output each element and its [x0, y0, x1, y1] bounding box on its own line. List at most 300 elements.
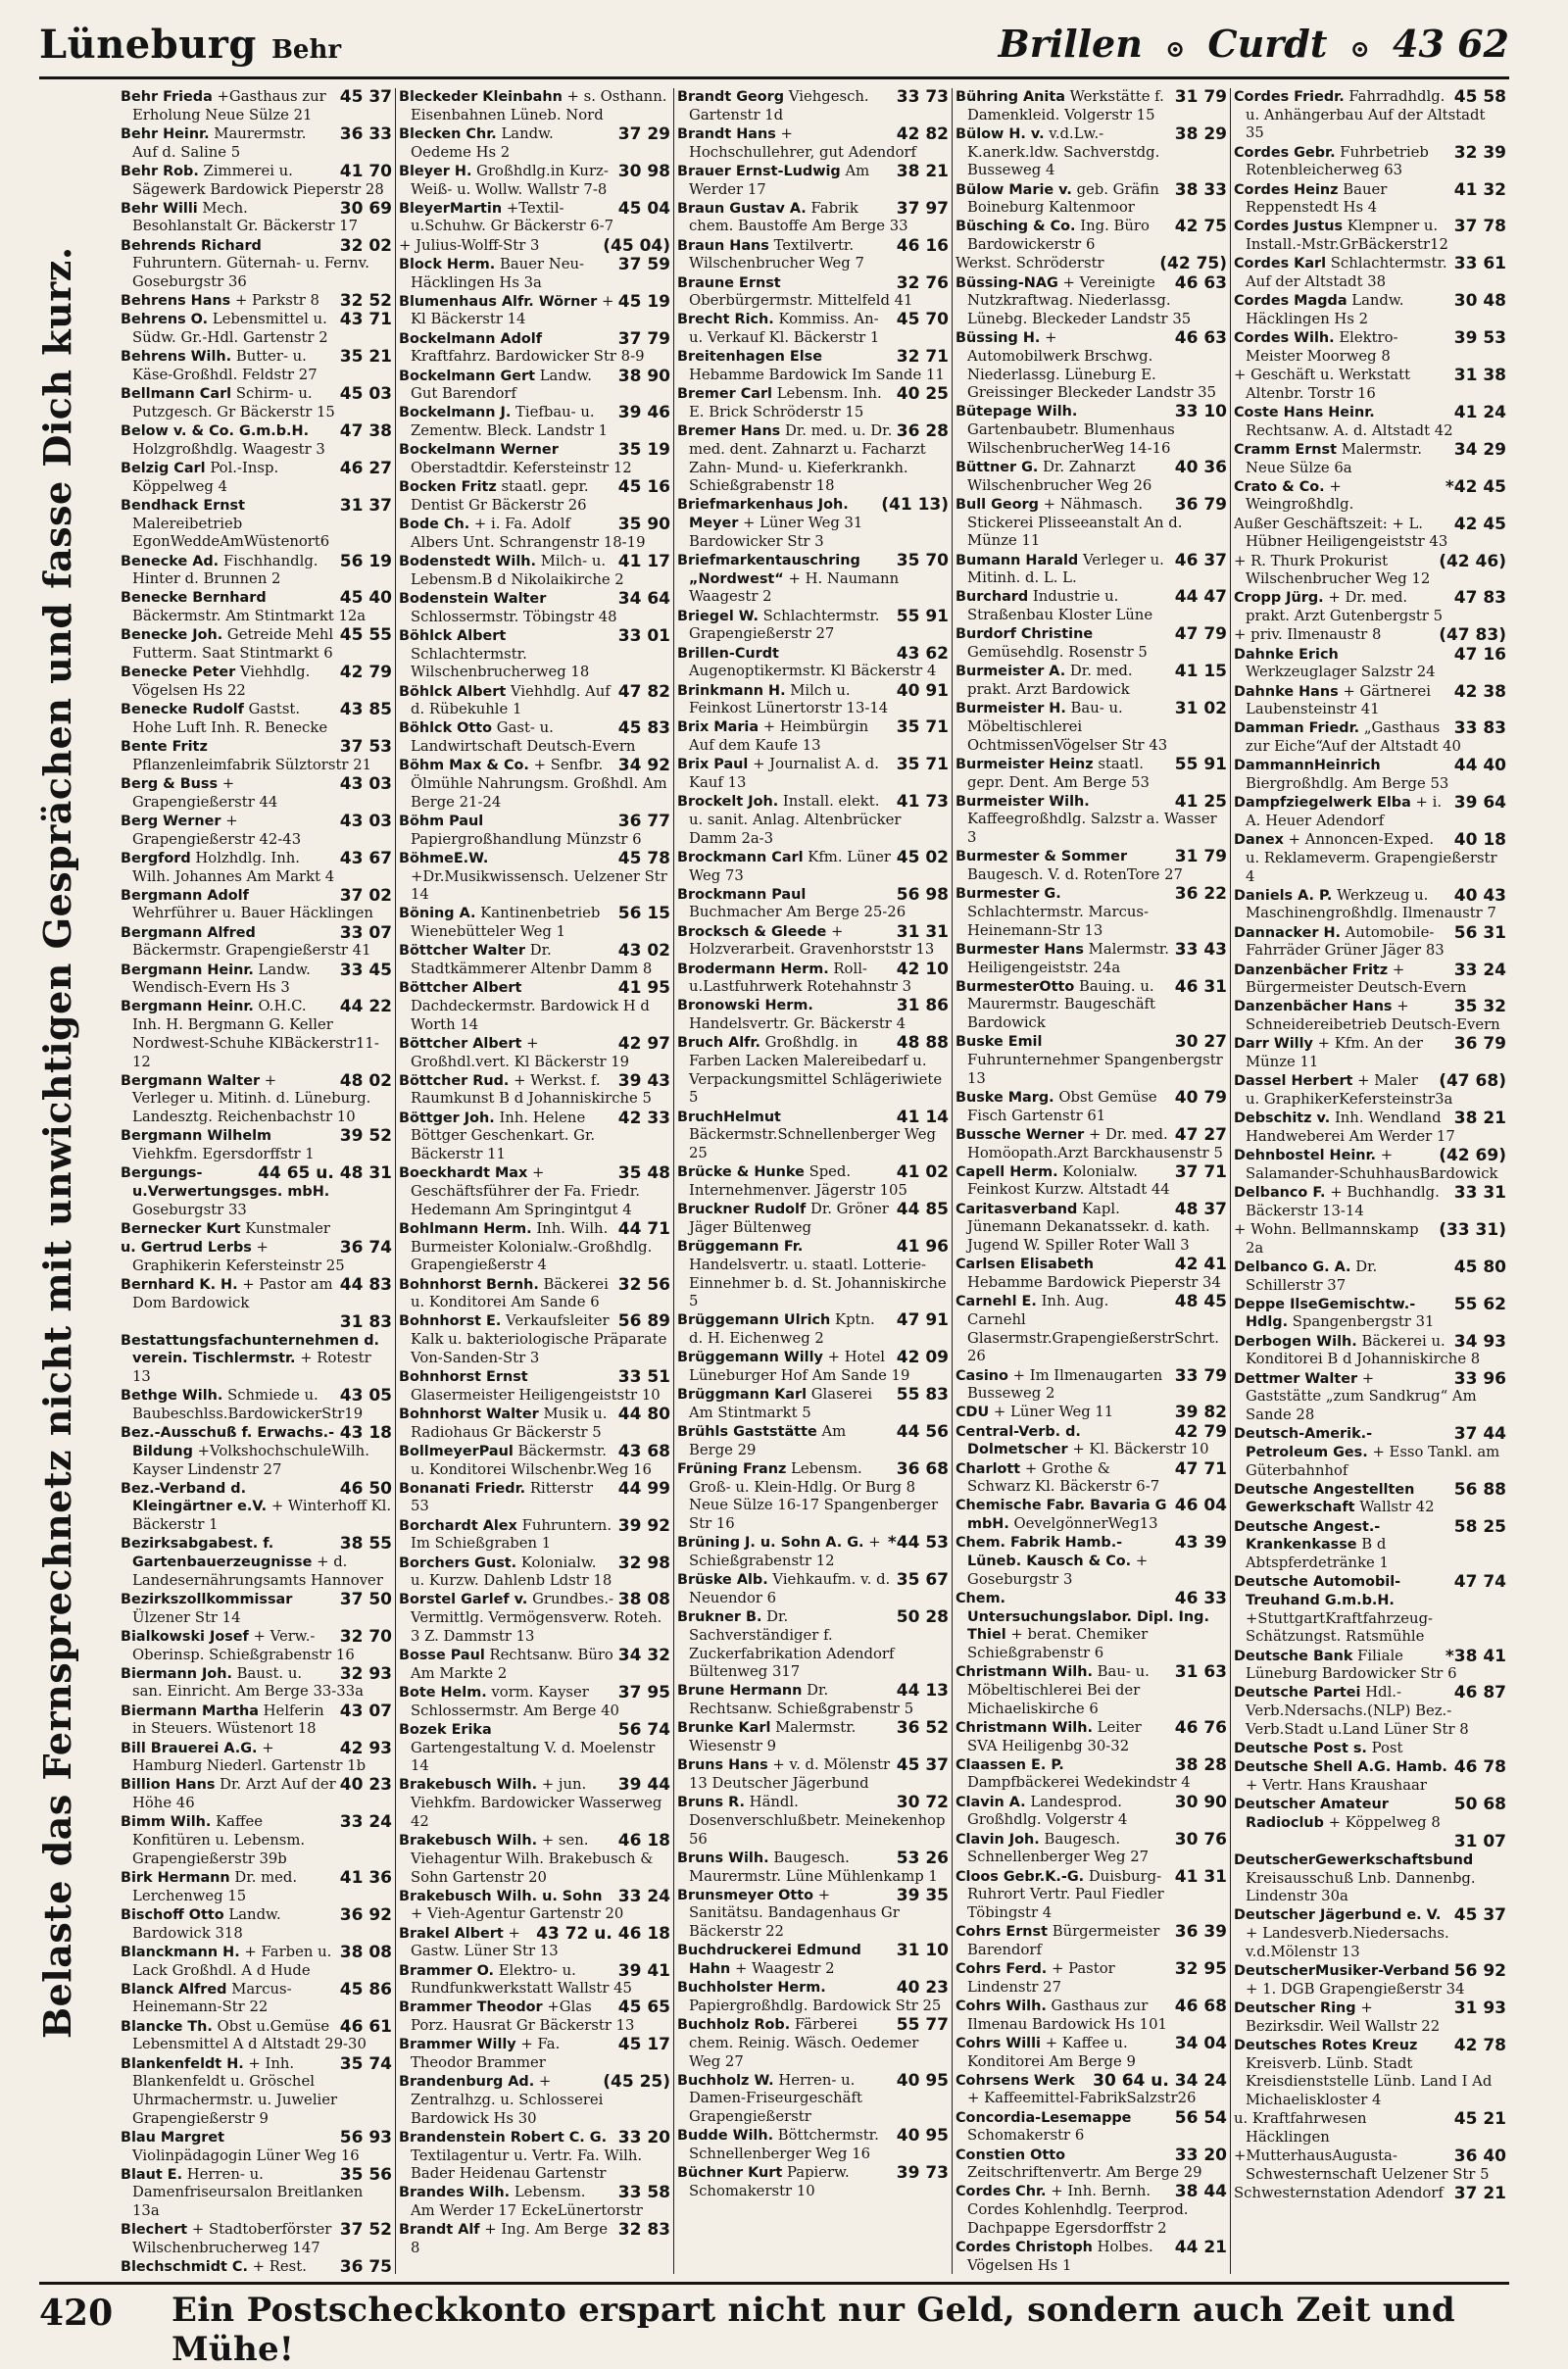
entry-name: Buske Marg.: [956, 1089, 1054, 1106]
entry-details: Schlossermstr. Töbingstr 48: [411, 608, 617, 625]
entry-phone: 30 90: [1174, 1793, 1227, 1812]
entry-details: Wallstr 42: [1359, 1499, 1435, 1516]
entry-name: Buchholz W.: [677, 2072, 774, 2089]
directory-entry: [1234, 646, 1506, 682]
entry-name: Cordes Wilh.: [1234, 330, 1335, 347]
directory-entry: [399, 979, 670, 1034]
directory-entry: [956, 1089, 1227, 1125]
entry-name: Büttner G.: [956, 460, 1039, 476]
directory-entry: [1234, 404, 1506, 440]
entry-details: Kreisverb. Lünb. Stadt Kreisdienststelle Lünb. Land I Ad Michaeliskloster 4: [1246, 2054, 1493, 2108]
entry-details: Maurermstr. Auf d. Saline 5: [132, 124, 307, 161]
entry-name: Bote Helm.: [399, 1684, 487, 1701]
directory-entry: [121, 460, 392, 496]
entry-name: Bruns Hans: [677, 1757, 768, 1774]
directory-entry: [1234, 1999, 1506, 2036]
entry-phone: 56 93: [339, 2128, 392, 2147]
entry-name: Bleckeder Kleinbahn: [399, 89, 563, 105]
directory-entry: [121, 2055, 392, 2129]
entry-name: Brunke Karl: [677, 1720, 771, 1737]
entry-name: Borchardt Alex: [399, 1517, 517, 1534]
entry-details: Baugesch. V. d. RotenTore 27: [967, 866, 1183, 884]
directory-entry: [956, 1404, 1227, 1422]
entry-name: Deutsch-Amerik.-Petroleum Ges.: [1234, 1426, 1373, 1460]
entry-details: Ülzener Str 14: [132, 1608, 241, 1626]
entry-name: Deutsche Angest.-Krankenkasse: [1234, 1518, 1381, 1554]
directory-entry: [956, 218, 1227, 254]
directory-entry: [1234, 255, 1506, 291]
directory-entry: [121, 1776, 392, 1812]
directory-entry: [1234, 1072, 1506, 1109]
entry-name: Crato & Co.: [1234, 478, 1325, 495]
entry-phone: 33 24: [1453, 961, 1506, 980]
directory-entry: [677, 552, 949, 607]
entry-name: Borchers Gust.: [399, 1555, 517, 1571]
entry-name: Danzenbächer Fritz: [1234, 962, 1389, 978]
entry-details: + Hochschullehrer, gut Adendorf: [689, 124, 917, 161]
directory-entry: [956, 403, 1227, 458]
directory-entry: [121, 1127, 392, 1163]
directory-entry: [956, 2183, 1227, 2238]
entry-details: + Annoncen-Exped. u. Reklameverm. Grapengießerstr 4: [1246, 831, 1497, 885]
entry-name: Clavin A.: [956, 1794, 1026, 1810]
ad-name: Curdt: [1207, 22, 1328, 66]
entry-phone: 38 90: [617, 367, 670, 386]
entry-name: Bruns Wilh.: [677, 1850, 769, 1866]
entry-phone: 31 37: [339, 496, 392, 516]
entry-name: Bez.-Ausschuß f. Erwachs.-Bildung: [121, 1425, 335, 1459]
entry-details: + R. Thurk Prokurist Wilschenbrucher Weg 12: [1234, 552, 1431, 588]
entry-details: Viehhdlg. Auf d. Rübekuhle 1: [411, 682, 611, 718]
entry-phone: 33 96: [1453, 1369, 1506, 1389]
directory-entry: [677, 608, 949, 644]
entry-name: Bremer Hans: [677, 423, 781, 440]
entry-name: Brammer Willy: [399, 2037, 516, 2053]
entry-phone: 42 93: [339, 1739, 392, 1758]
entry-phone: 45 17: [617, 2036, 670, 2055]
entry-name: Brandt Hans: [677, 125, 776, 142]
entry-name: Brandt Georg: [677, 89, 785, 105]
entry-name: Deutsche Shell A.G. Hamb.: [1234, 1759, 1447, 1776]
entry-phone: 32 93: [339, 1664, 392, 1684]
entry-phone: 45 86: [339, 1980, 392, 1999]
entry-details: Bauer Reppenstedt Hs 4: [1246, 180, 1388, 217]
entry-phone: 45 19: [617, 292, 670, 312]
directory-entry: [399, 478, 670, 515]
entry-name: Brüggmann Karl: [677, 1387, 808, 1404]
entry-details: Am Berge 29: [689, 1423, 847, 1458]
entry-phone: 42 75: [1174, 218, 1227, 237]
entry-phone: 30 72: [896, 1794, 949, 1813]
entry-details: Bau- u. Möbeltischlerei Bei der Michaeliskirche 6: [967, 1663, 1150, 1717]
directory-entry: [399, 905, 670, 941]
entry-details: Gasthaus zur Ilmenau Bardowick Hs 101: [967, 1997, 1167, 2033]
directory-entry: [677, 1756, 949, 1793]
entry-details: + Lüner Weg 11: [993, 1404, 1114, 1421]
directory-entry: [121, 237, 392, 292]
entry-phone: 56 88: [1453, 1480, 1506, 1500]
entry-name: Bülow H. v.: [956, 125, 1045, 142]
entry-name: Bendhack Ernst: [121, 497, 245, 514]
entry-phone: (45 25): [603, 2073, 670, 2093]
entry-phone: 33 83: [1453, 719, 1506, 739]
entry-details: + Verw.-Oberinsp. Schießgrabenstr 16: [132, 1627, 355, 1663]
entry-phone: 47 27: [1174, 1125, 1227, 1145]
entry-details: Goseburgstr 33: [132, 1201, 247, 1218]
entry-details: Schirm- u. Putzgesch. Gr Bäckerstr 15: [132, 385, 335, 420]
entry-phone: 35 71: [896, 756, 949, 775]
directory-entry: [399, 1072, 670, 1109]
directory-entry: [1234, 441, 1506, 477]
entry-name: Bruns R.: [677, 1795, 745, 1811]
entry-name: Coste Hans Heinr.: [1234, 404, 1375, 420]
directory-entry: [1234, 2185, 1506, 2203]
entry-details: Schlachtermstr. Marcus-Heinemann-Str 13: [967, 903, 1149, 939]
entry-name: Bruckner Rudolf: [677, 1202, 807, 1218]
entry-details: Getreide Mehl Futterm. Saat Stintmarkt 6: [132, 626, 334, 663]
entry-name: Cohrs Willi: [956, 2035, 1041, 2051]
entry-name: Cordes Gebr.: [1234, 144, 1336, 161]
directory-entry: [677, 1201, 949, 1237]
entry-phone: 39 35: [896, 1886, 949, 1905]
entry-name: DeutscherMusiker-Verband: [1234, 1963, 1449, 1980]
directory-entry: [399, 1555, 670, 1591]
directory-entry: [399, 1368, 670, 1405]
entry-name: Böning A.: [399, 906, 476, 922]
entry-phone: 34 29: [1453, 440, 1506, 460]
entry-name: BruchHelmut: [677, 1109, 781, 1125]
entry-name: Böttcher Walter: [399, 943, 525, 960]
entry-name: Briefmarkentauschring „Nordwest“: [677, 553, 860, 587]
entry-name: Cordes Karl: [1234, 256, 1327, 272]
entry-phone: 33 61: [1453, 255, 1506, 274]
entry-name: Biermann Joh.: [121, 1665, 232, 1682]
directory-entry: [956, 125, 1227, 180]
directory-entry: [1234, 181, 1506, 218]
directory-entry: [399, 1276, 670, 1312]
entry-phone: 48 45: [1174, 1293, 1227, 1312]
entry-phone: 43 03: [339, 812, 392, 831]
entry-phone: 47 74: [1453, 1573, 1506, 1593]
entry-details: Holzhdlg. Inh. Wilh. Johannes Am Markt 4: [132, 849, 335, 885]
entry-phone: 55 91: [896, 607, 949, 626]
entry-details: Lebensm. Inh. E. Brick Schröderstr 15: [689, 385, 882, 420]
entry-details: Großhdlg. in Farben Lacken Malereibedarf u. Verpackungsmittel Schlägeriwiete 5: [689, 1034, 943, 1107]
entry-details: + Geschäftsführer der Fa. Friedr. Hedemann Am Springintgut 4: [411, 1164, 640, 1218]
entry-details: staatl. gepr. Dentist Gr Bäckerstr 26: [411, 478, 589, 514]
directory-entry: [956, 663, 1227, 699]
directory-entry: [1234, 1370, 1506, 1425]
directory-entry: [399, 1312, 670, 1367]
entry-phone: 33 58: [617, 2184, 670, 2203]
entry-name: Dampfziegelwerk Elba: [1234, 795, 1411, 812]
entry-details: + Weingroßhdlg.: [1246, 477, 1354, 514]
entry-phone: 33 43: [1174, 940, 1227, 960]
entry-details: Kolonialw. Feinkost Kurzw. Altstadt 44: [967, 1162, 1170, 1199]
entry-details: Dr. med. Lerchenweg 15: [132, 1869, 298, 1904]
entry-phone: 38 55: [339, 1535, 392, 1555]
entry-phone: 40 95: [896, 2071, 949, 2091]
directory-entry: [677, 385, 949, 421]
directory-entry: [121, 1164, 392, 1219]
directory-entry: [1234, 719, 1506, 756]
entry-phone: 33 45: [339, 961, 392, 980]
entry-details: Kraftfahrz. Bardowicker Str 8-9: [411, 348, 645, 366]
entry-name: Belzig Carl: [121, 461, 206, 477]
entry-phone: 32 83: [617, 2221, 670, 2241]
entry-name: Dannacker H.: [1234, 924, 1341, 941]
entry-details: „Gasthaus zur Eiche“Auf der Altstadt 40: [1246, 719, 1461, 756]
entry-details: Ritterstr 53: [411, 1479, 594, 1515]
entry-phone: 41 95: [617, 979, 670, 999]
entry-name: Cordes Friedr.: [1234, 89, 1345, 105]
directory-entry: [1234, 1796, 1506, 1832]
entry-details: Herren- u. Damenfriseursalon Breitlanken 13a: [132, 2165, 364, 2220]
entry-name: Danex: [1234, 832, 1284, 849]
entry-phone: 36 40: [1453, 2147, 1506, 2167]
entry-details: Bäckermstr.Schnellenberger Weg 25: [689, 1126, 937, 1162]
entry-name: Böhlck Albert: [399, 683, 507, 700]
entry-phone: 31 31: [896, 922, 949, 942]
entry-phone: 42 78: [1453, 2036, 1506, 2055]
entry-name: Brüske Alb.: [677, 1572, 768, 1589]
directory-column: [1231, 88, 1509, 2274]
entry-details: Gemüsehdlg. Rosenstr 5: [967, 644, 1148, 662]
entry-phone: 41 17: [617, 553, 670, 572]
entry-name: Below v. & Co. G.m.b.H.: [121, 423, 310, 440]
entry-name: Brandenstein Robert C. G.: [399, 2129, 608, 2146]
directory-entry: [399, 813, 670, 849]
directory-entry: [1234, 998, 1506, 1034]
directory-entry: [121, 348, 392, 384]
directory-entry: [677, 1887, 949, 1942]
entry-name: Cramm Ernst: [1234, 441, 1337, 458]
entry-details: + Rotestr 13: [132, 1350, 371, 1386]
entry-details: Elektro-Meister Moorweg 8: [1246, 329, 1398, 365]
entry-name: Christmann Wilh.: [956, 1664, 1093, 1681]
entry-details: Werkst. Schröderstr: [956, 255, 1104, 272]
entry-phone: 36 22: [1174, 885, 1227, 905]
directory-entry: [1234, 887, 1506, 923]
entry-name: u. Gertrud Lerbs: [121, 1240, 252, 1257]
entry-name: Charlott: [956, 1460, 1021, 1477]
directory-entry: [121, 1869, 392, 1905]
entry-details: Inh. Wendland Handweberei Am Werder 17: [1246, 1110, 1455, 1145]
entry-phone: 33 79: [1174, 1366, 1227, 1386]
entry-name: Burmeister Heinz: [956, 756, 1094, 772]
directory-entry: [399, 1443, 670, 1479]
entry-name: Dehnbostel Heinr.: [1234, 1148, 1377, 1164]
entry-name: Behrens Wilh.: [121, 349, 232, 366]
entry-phone: 36 28: [896, 422, 949, 442]
entry-name: Behr Willi: [121, 200, 198, 217]
entry-details: Kaffeegroßhdlg. Salzstr a. Wasser 3: [967, 811, 1217, 847]
entry-phone: 30 64 u. 34 24: [1093, 2071, 1227, 2091]
entry-details: Glasermeister Heiligengeiststr 10: [411, 1386, 661, 1404]
entry-name: Bestattungsfachunternehmen d. verein. Tischlermstr.: [121, 1332, 379, 1367]
entry-details: Viehhdlg. Vögelsen Hs 22: [132, 664, 311, 699]
entry-details: + i. A. Heuer Adendorf: [1246, 794, 1443, 829]
entry-details: Industrie u. Straßenbau Kloster Lüne: [967, 588, 1153, 624]
entry-phone: 46 87: [1453, 1684, 1506, 1703]
entry-details: Böttchermstr. Schnellenberger Weg 16: [689, 2127, 879, 2163]
directory-entry: [1234, 516, 1506, 552]
entry-details: Kantinenbetrieb Wienebütteler Weg 1: [411, 905, 601, 941]
entry-name: Benecke Ad.: [121, 553, 220, 569]
entry-name: Deutsches Rotes Kreuz: [1234, 2037, 1418, 2053]
entry-details: + Inh. Bernh. Cordes Kohlenhdlg. Teerprod. Dachpappe Egersdorffstr 2: [967, 2183, 1189, 2237]
entry-details: Gastst. Hohe Luft Inh. R. Benecke: [132, 701, 328, 736]
entry-name: Claassen E. P.: [956, 1756, 1064, 1773]
entry-name: Böttger Joh.: [399, 1110, 495, 1126]
entry-phone: 39 43: [617, 1071, 670, 1091]
directory-entry: [677, 348, 949, 384]
directory-entry: [1234, 1259, 1506, 1295]
entry-name: Bimm Wilh.: [121, 1814, 212, 1831]
entry-phone: 46 18: [617, 1832, 670, 1851]
directory-entry: [956, 552, 1227, 588]
entry-phone: 55 77: [896, 2016, 949, 2036]
entry-details: Dr. med. prakt. Arzt Bardowick: [967, 663, 1133, 698]
entry-name: Bull Georg: [956, 496, 1039, 513]
entry-phone: 43 05: [339, 1387, 392, 1407]
directory-entry: [956, 700, 1227, 755]
entry-phone: 46 37: [1174, 551, 1227, 570]
entry-phone: 41 96: [896, 1238, 949, 1258]
entry-details: Violinpädagogin Lüner Weg 16: [132, 2147, 360, 2164]
entry-phone: 41 24: [1453, 403, 1506, 422]
directory-entry: [677, 961, 949, 997]
entry-phone: 43 85: [339, 701, 392, 720]
entry-name: Blancke Th.: [121, 2018, 213, 2035]
page-header: [39, 22, 1509, 84]
directory-entry: [956, 88, 1227, 124]
entry-details: Butter- u. Käse-Großhdl. Feldstr 27: [132, 348, 318, 384]
directory-entry: [1234, 2147, 1506, 2184]
entry-name: Früning Franz: [677, 1461, 787, 1478]
directory-entry: [677, 923, 949, 960]
entry-phone: 35 19: [617, 441, 670, 461]
entry-name: Brockmann Paul: [677, 886, 807, 903]
entry-phone: 45 21: [1453, 2110, 1506, 2130]
directory-entry: [121, 1628, 392, 1664]
entry-name: Bergmann Adolf: [121, 887, 249, 904]
entry-details: Schlachtermstr. Wilschenbrucherweg 18: [411, 645, 590, 681]
entry-name: Cordes Heinz: [1234, 181, 1339, 198]
entry-phone: 44 83: [339, 1276, 392, 1295]
directory-entry: [677, 163, 949, 199]
entry-phone: 45 78: [617, 849, 670, 868]
entry-phone: 45 37: [339, 88, 392, 107]
entry-details: + Grothe & Schwarz Kl. Bäckerstr 6-7: [967, 1459, 1160, 1496]
entry-phone: (41 13): [881, 496, 949, 516]
directory-entry: [121, 1665, 392, 1702]
entry-phone: 45 37: [896, 1756, 949, 1776]
entry-details: + sen. Viehagentur Wilh. Brakebusch & Sohn Gartenstr 20: [411, 1832, 654, 1886]
entry-details: Leiter SVA Heiligenbg 30-32: [967, 1718, 1142, 1754]
entry-name: Bente Fritz: [121, 739, 208, 756]
entry-phone: 33 24: [617, 1887, 670, 1906]
entry-details: + priv. Ilmenaustr 8: [1234, 626, 1382, 644]
entry-details: + Gärtnerei Laubensteinstr 41: [1246, 682, 1432, 718]
entry-name: Borstel Garlef v.: [399, 1592, 528, 1608]
entry-name: Brecht Rich.: [677, 312, 774, 328]
entry-phone: 43 18: [339, 1424, 392, 1444]
directory-entry: [956, 1201, 1227, 1256]
entry-phone: 42 10: [896, 960, 949, 979]
entry-details: Textilvertr. Wilschenbrucher Weg 7: [689, 236, 864, 272]
directory-entry: [956, 2109, 1227, 2146]
directory-column: [674, 88, 953, 2274]
entry-phone: 41 32: [1453, 180, 1506, 200]
directory-entry: [121, 1220, 392, 1239]
directory-entry: [677, 2127, 949, 2163]
entry-name: Block Herm.: [399, 256, 496, 272]
directory-entry: [121, 664, 392, 700]
entry-details: Landw. Gut Barendorf: [411, 367, 592, 403]
entry-phone: 37 79: [617, 329, 670, 349]
entry-phone: 39 64: [1453, 794, 1506, 814]
entry-details: Grundbes.-Vermittlg. Vermögensverw. Roteh. 3 Z. Dammstr 13: [411, 1591, 662, 1645]
entry-details: Kptn. d. H. Eichenweg 2: [689, 1311, 875, 1348]
entry-phone: 32 76: [896, 273, 949, 293]
entry-details: Schwesternstation Adendorf: [1234, 2184, 1444, 2201]
entry-name: DammannHeinrich: [1234, 758, 1381, 774]
entry-details: + Kaffeemittel-FabrikSalzstr26: [967, 2090, 1197, 2107]
entry-details: Papiergroßhdlg. Bardowick Str 25: [689, 1997, 942, 2014]
directory-entry: [1234, 1425, 1506, 1480]
entry-details: Oberbürgermstr. Mittelfeld 41: [689, 292, 913, 310]
first-entry-name: Behr: [270, 35, 342, 65]
header-rule: [39, 76, 1509, 79]
directory-entry: [121, 850, 392, 886]
entry-details: + Esso Tankl. am Güterbahnhof: [1246, 1443, 1500, 1479]
directory-entry: [677, 1608, 949, 1682]
directory-entry: [121, 962, 392, 998]
directory-entry: [121, 1072, 392, 1127]
entry-details: Sped. Internehmenver. Jägerstr 105: [689, 1163, 907, 1199]
city-title: Lüneburg: [39, 22, 257, 68]
entry-phone: 41 15: [1174, 663, 1227, 682]
entry-name: Brücke & Hunke: [677, 1164, 805, 1181]
entry-details: + Grapengießerstr 42-43: [132, 812, 302, 848]
entry-details: Landw. Bardowick 318: [132, 1905, 281, 1942]
entry-name: Böttcher Albert: [399, 1035, 522, 1052]
entry-name: Bezirksabgabest. f. Gartenbauerzeugnisse: [121, 1536, 313, 1571]
entry-details: geb. Gräfin Boineburg Kaltenmoor: [967, 180, 1159, 217]
entry-name: Brukner B.: [677, 1609, 762, 1626]
directory-entry: [399, 1832, 670, 1887]
directory-entry: [1234, 218, 1506, 254]
entry-phone: 45 58: [1453, 88, 1506, 107]
directory-entry: [956, 1497, 1227, 1533]
directory-entry: [956, 329, 1227, 403]
entry-phone: 36 79: [1174, 495, 1227, 515]
directory-entry: [956, 1460, 1227, 1497]
entry-phone: 33 07: [339, 923, 392, 943]
entry-details: + Im Ilmenaugarten Busseweg 2: [967, 1366, 1163, 1403]
entry-name: Chem. Untersuchungslabor. Dipl. Ing. Thiel: [956, 1590, 1209, 1644]
entry-phone: 41 31: [1174, 1867, 1227, 1887]
directory-entry: [1234, 88, 1506, 143]
entry-details: +Dr.Musikwissensch. Uelzener Str 14: [411, 867, 667, 904]
directory-entry: [399, 368, 670, 404]
entry-details: +Gasthaus zur Erholung Neue Sülze 21: [132, 88, 326, 123]
entry-name: Büssing H.: [956, 330, 1041, 347]
directory-entry: [399, 1164, 670, 1219]
entry-name: Bergmann Alfred: [121, 924, 256, 941]
directory-entry: [1234, 1758, 1506, 1795]
